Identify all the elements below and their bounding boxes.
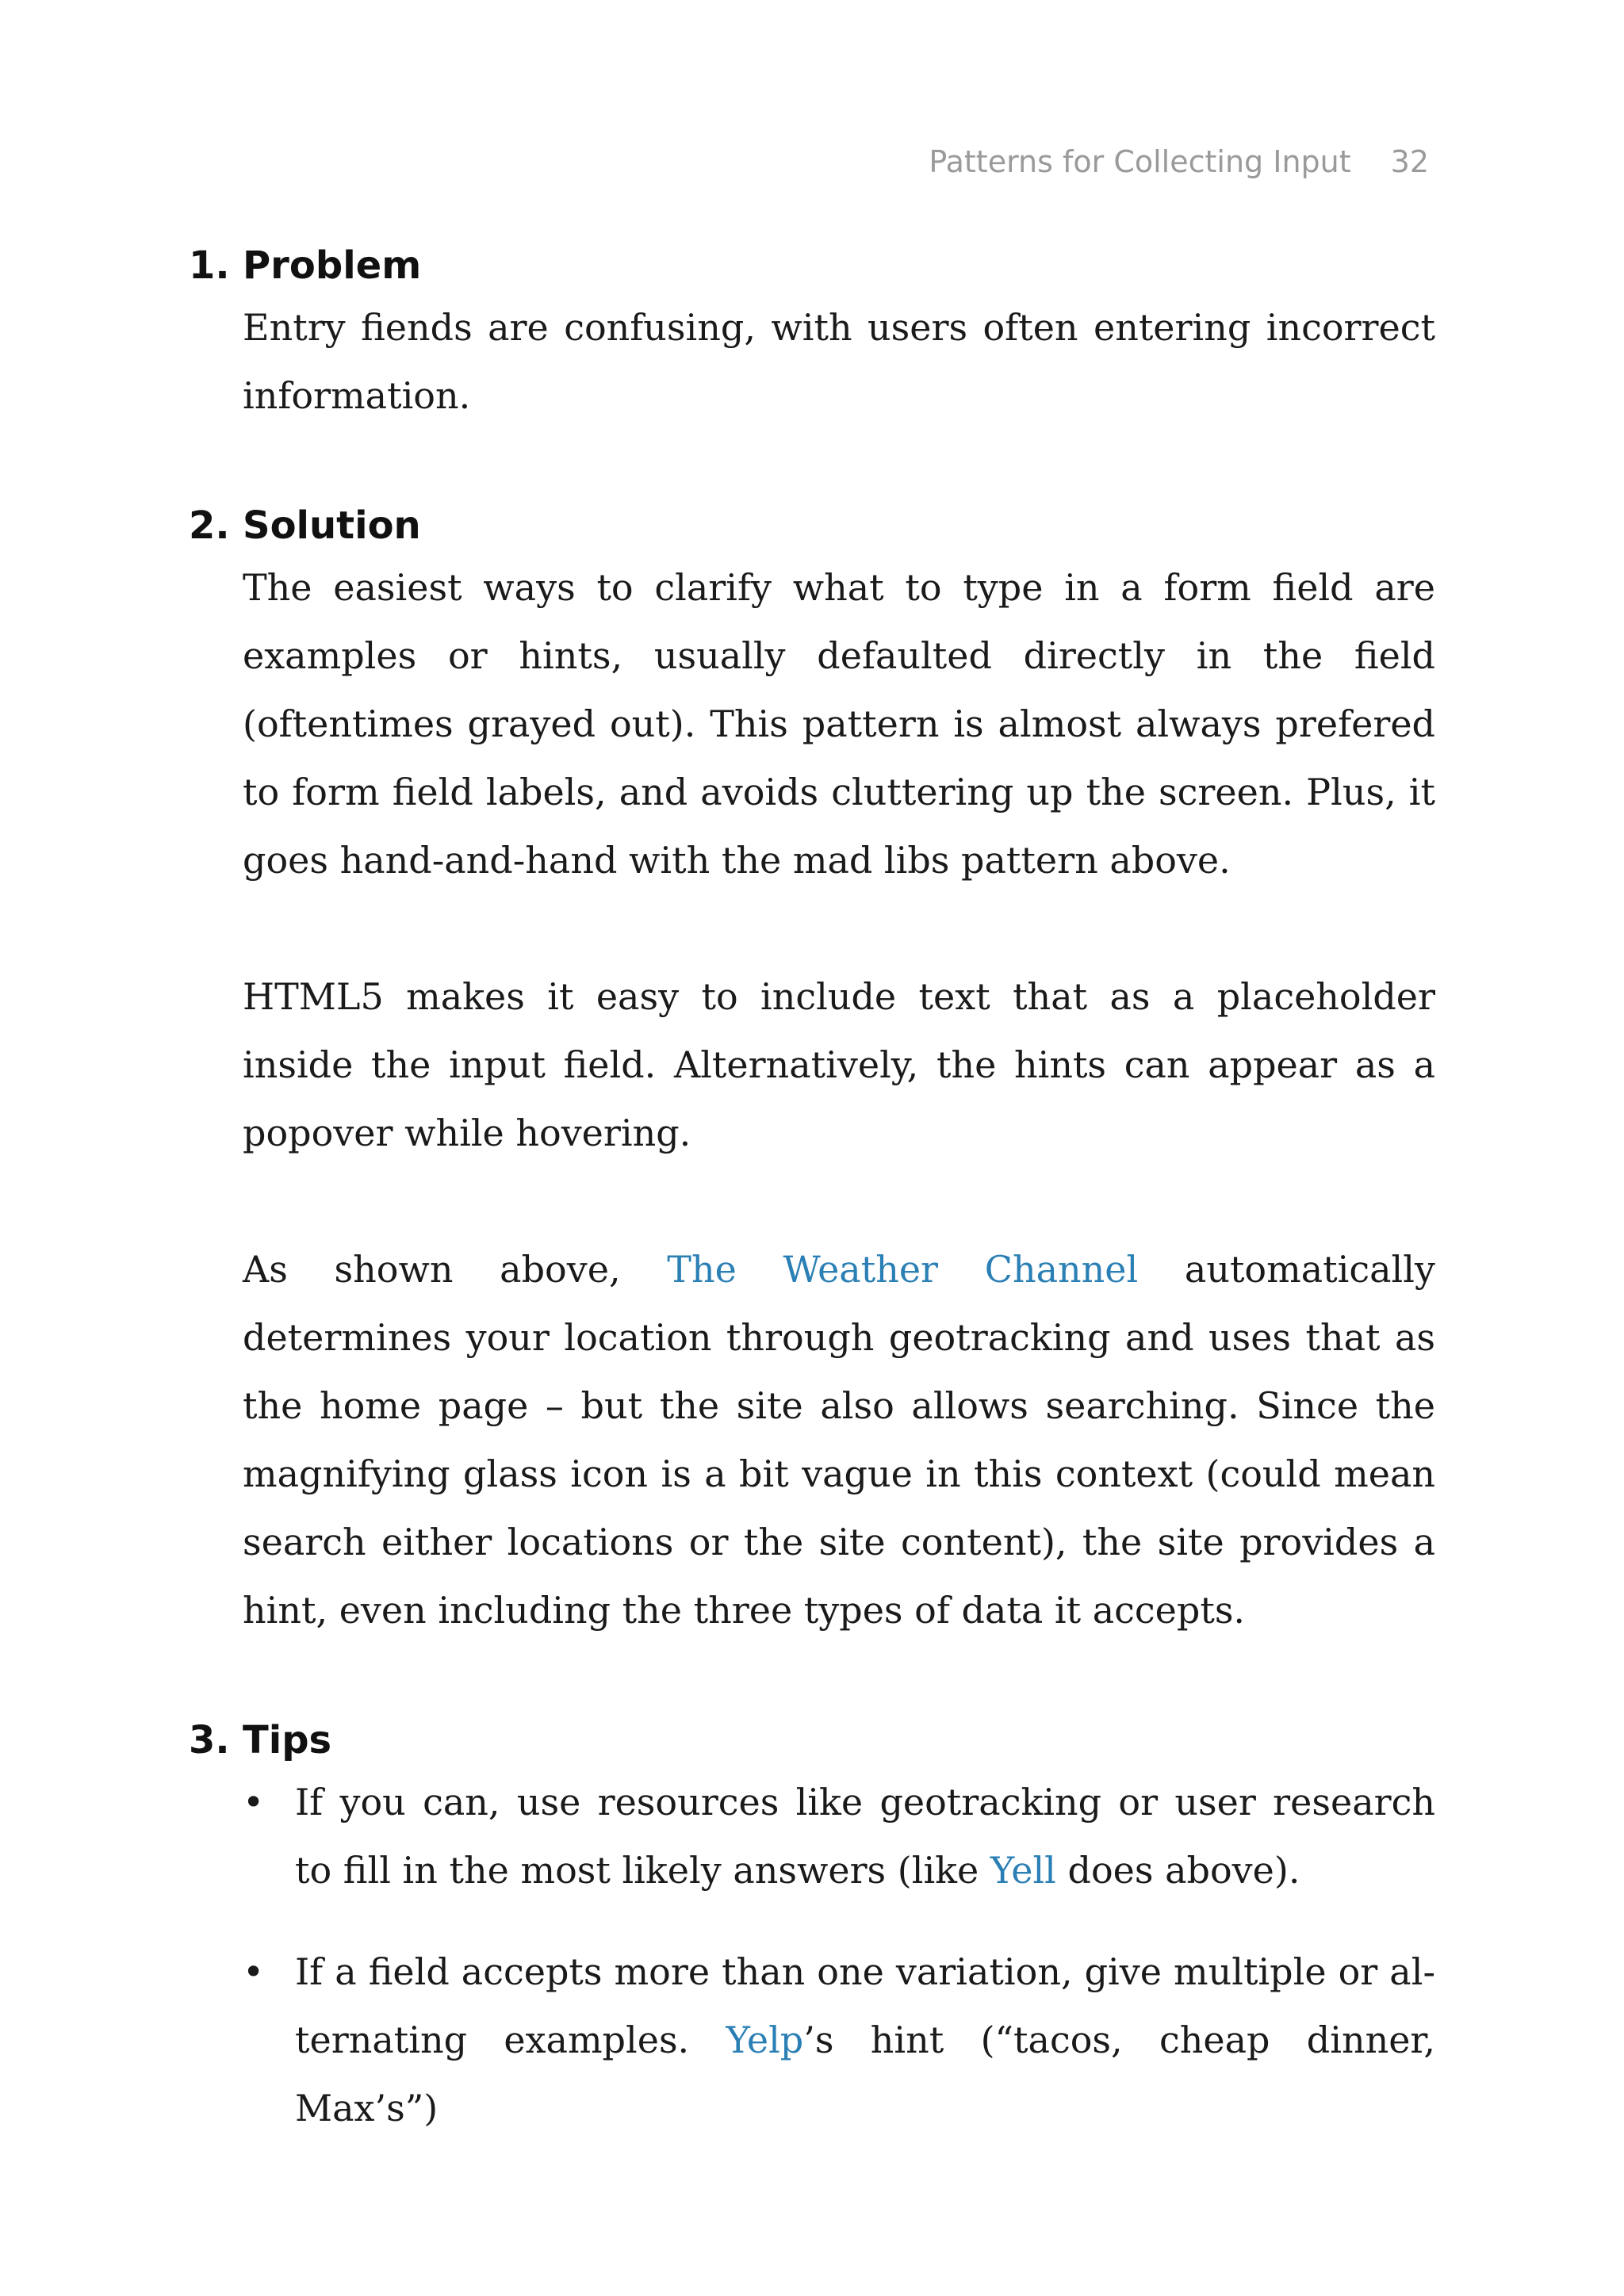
paragraph-weather-channel [243,1235,1435,1644]
paragraph: HTML5 makes it easy to include text that as a placeholder inside the input field. Alternatively, the hints can appear as a popover while hovering. [243,975,1435,1154]
section-tips [189,1712,1435,2142]
text-run: does above). [1055,1849,1300,1892]
paragraph: The easiest ways to clarify what to type in a form field are examples or hints, usually defaulted directly in the field (oftentimes grayed out). This pattern is almost always prefered to form field labels, and avoids cluttering up the screen. Plus, it goes hand-and-hand with the mad libs pattern above. [243,566,1435,882]
text-run: As shown above, [243,1248,668,1291]
section-heading [189,238,1435,293]
section-body [243,293,1435,430]
page-content [189,238,1435,2210]
text-run: ’s hint (“tacos, cheap dinner, Max’s”) [295,2019,1435,2130]
section-solution [189,498,1435,1644]
running-head [929,144,1429,179]
section-title: Problem [243,243,422,288]
section-body [243,553,1435,1644]
text-run: If you can, use resources like geotracking or user research to fill in the most likely answers (like [295,1781,1435,1892]
section-heading [189,1712,1435,1768]
section-problem [189,238,1435,430]
text-run: automatically determines your location through geotracking and uses that as the home page – but the site also allows searching. Since the magnifying glass icon is a bit vague in this context (could mean search either locations or the site content), the site provides a hint, even including the three types of data it accepts. [243,1248,1435,1632]
yelp-link[interactable]: Yelp [726,2019,804,2061]
list-item [243,1938,1435,2142]
section-heading [189,498,1435,553]
weather-channel-link[interactable]: The Weather Channel [667,1248,1139,1291]
text-run: If a field accepts more than one variation, give multiple or al-ternating examples. [295,1950,1435,2061]
section-number: 2. [189,503,230,548]
section-number: 1. [189,243,230,288]
paragraph: Entry fiends are confusing, with users often entering incorrect information. [243,306,1435,417]
running-head-title: Patterns for Collecting Input [929,144,1351,179]
yell-link[interactable]: Yell [990,1849,1056,1892]
tips-list [243,1768,1435,2142]
section-title: Solution [243,503,421,548]
section-title: Tips [243,1718,332,1762]
bullet-icon: • [243,1950,265,1993]
bullet-icon: • [243,1781,265,1823]
page-number: 32 [1390,144,1429,179]
section-number: 3. [189,1718,230,1762]
list-item [243,1768,1435,1904]
